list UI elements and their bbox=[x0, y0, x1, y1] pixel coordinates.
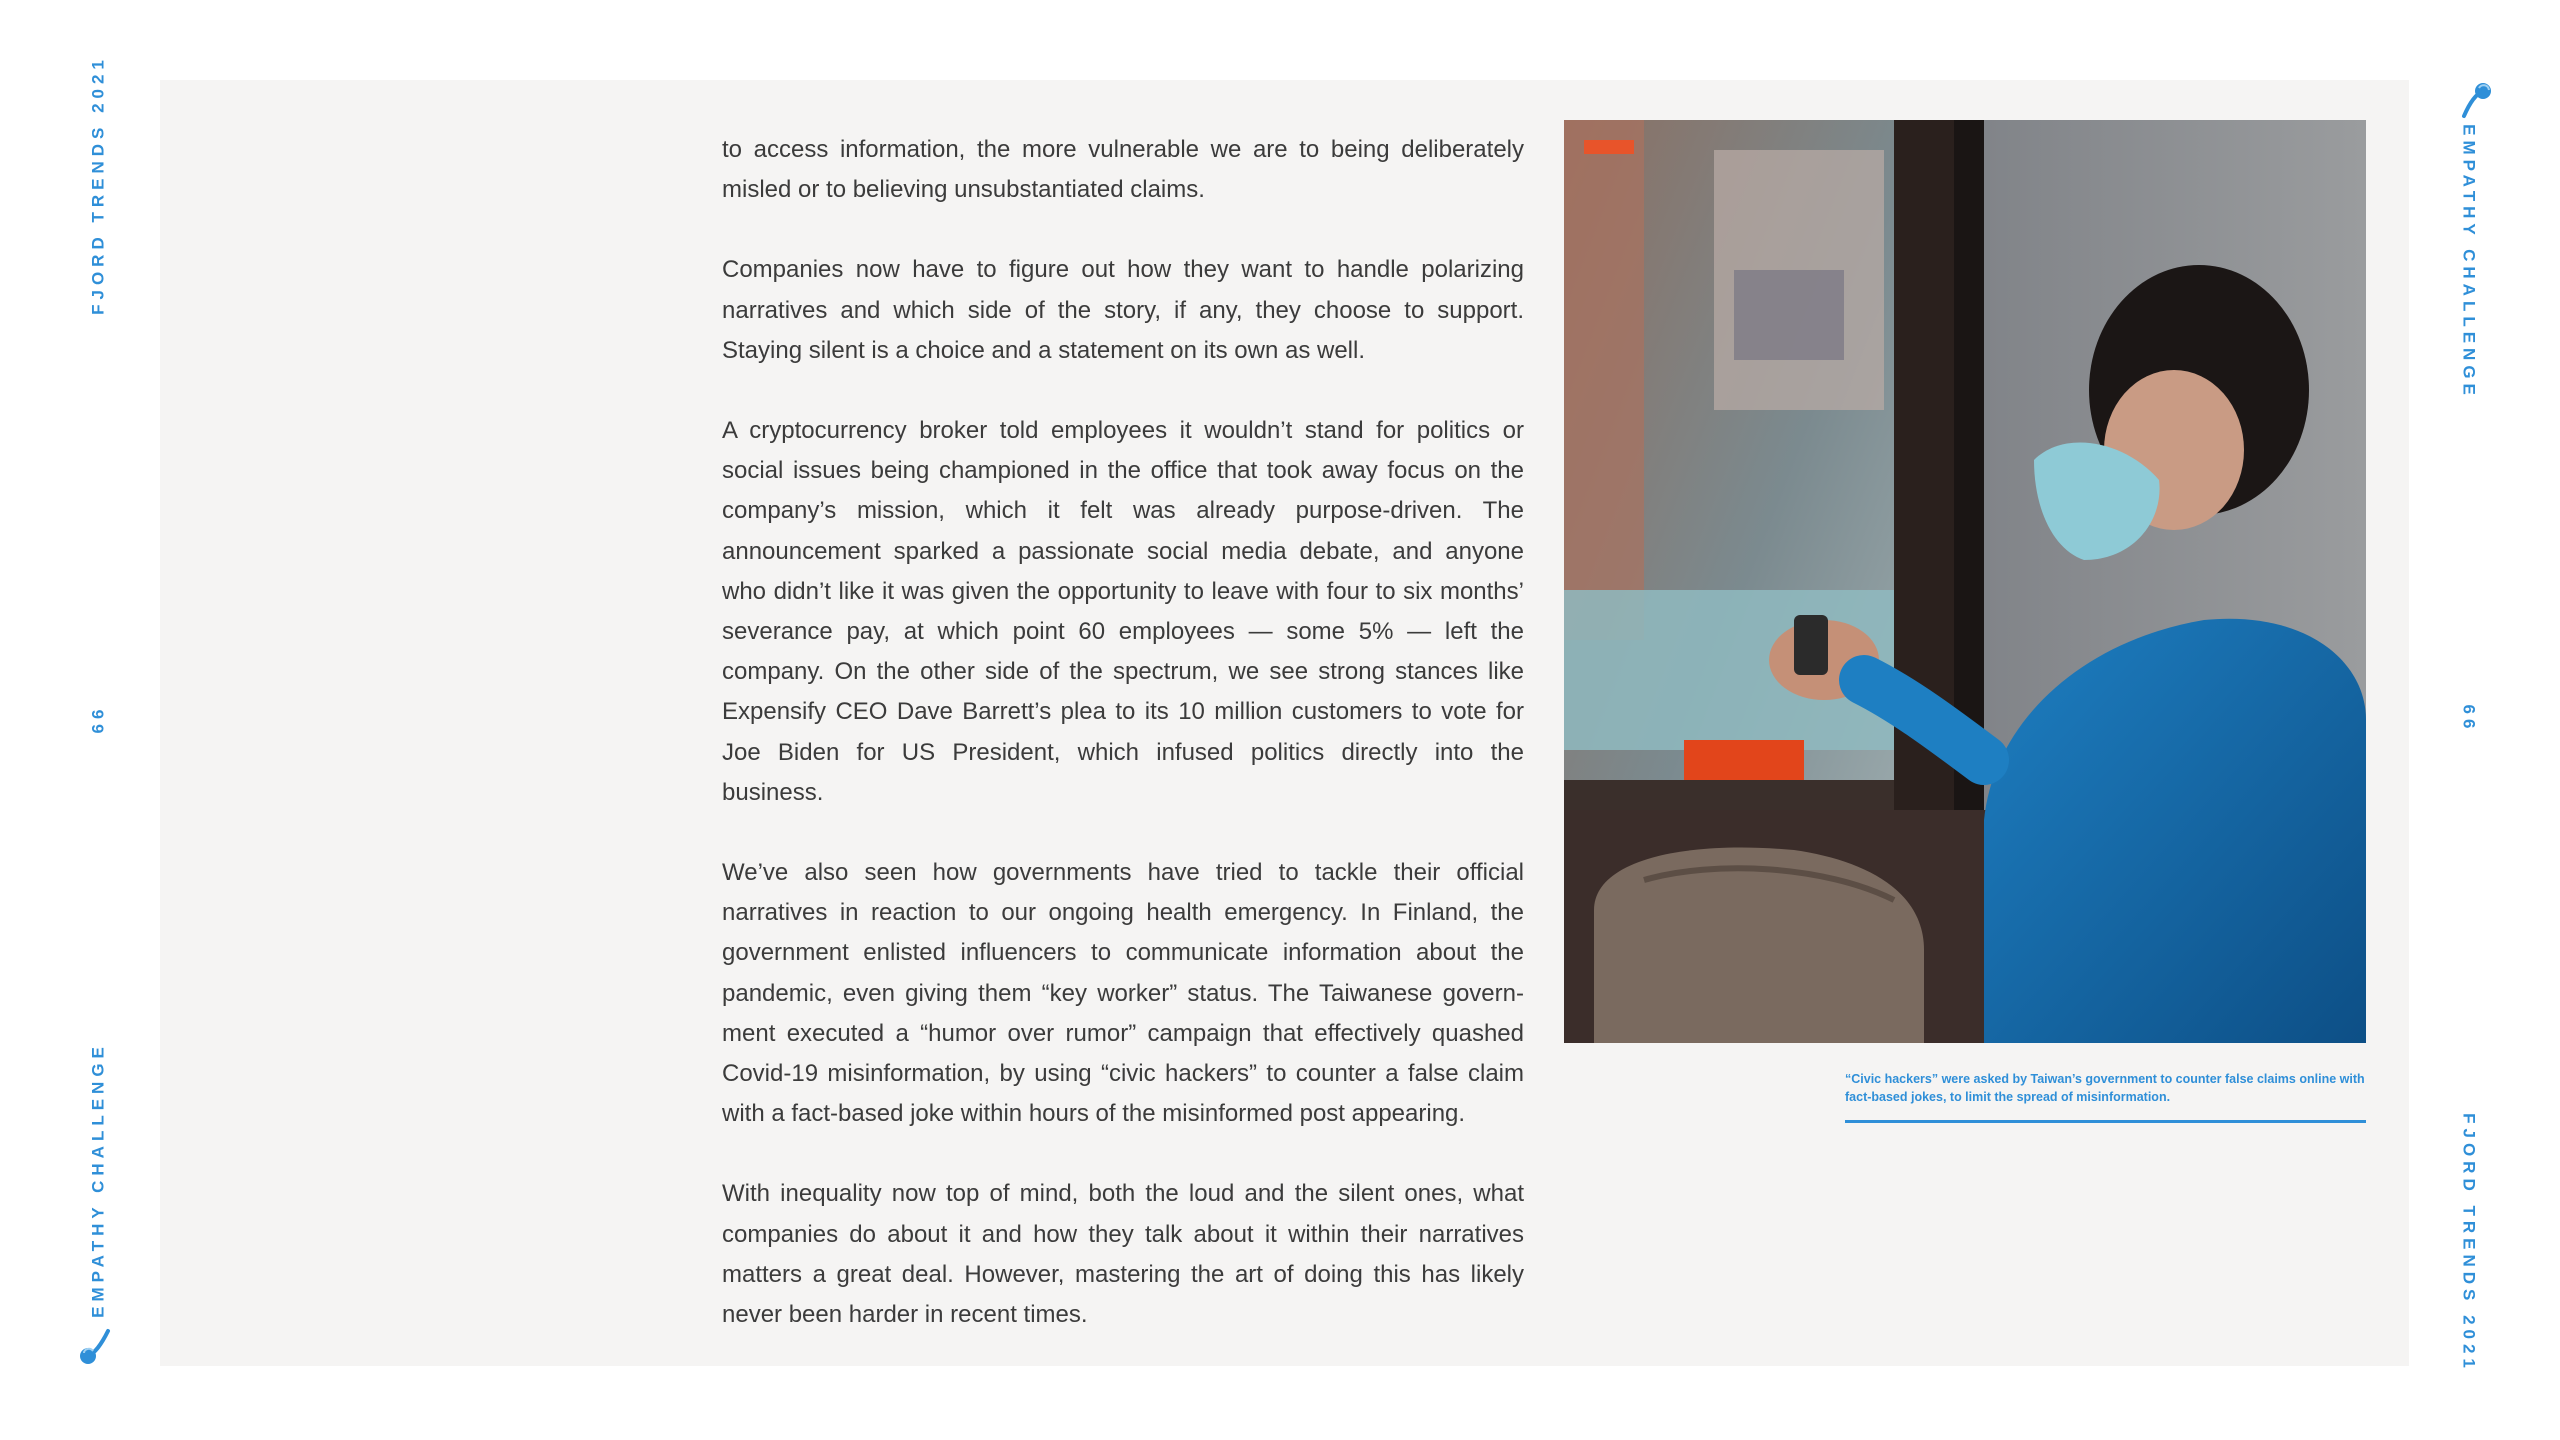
logo-swirl-icon bbox=[76, 1325, 120, 1369]
right-running-header: FJORD TRENDS 2021 bbox=[2459, 1113, 2479, 1373]
paragraph: With inequality now top of mind, both the loud and the silent ones, what companies do about it and how they talk about it within their narratives matters a great deal. However, mastering the art of doing this has likely never been harder in recent times. bbox=[722, 1180, 1524, 1329]
left-section-label: EMPATHY CHALLENGE bbox=[88, 1042, 108, 1318]
paragraph: to access information, the more vulnerable we are to being deliberately misled or to believing unsubstantiated claims. bbox=[722, 136, 1524, 204]
left-page-number: 66 bbox=[88, 704, 108, 734]
paragraph: Companies now have to figure out how they want to handle polarizing narratives and which side of the story, if any, they choose to support. Staying silent is a choice and a statement on its own as well. bbox=[722, 256, 1524, 364]
paragraph: A cryptocurrency broker told employees it wouldn’t stand for politics or social issues being championed in the office that took away focus on the company’s mission, which it felt was already purpose-driven. The announcement sparked a passionate social media debate, and anyone who didn’t like it was given the opportunity to leave with four to six months’ severance pay, at which point 60 employees — some 5% — left the company. On the other side of the spectrum, we see strong stances like Expensify CEO Dave Barrett’s plea to its 10 million customers to vote for Joe Biden for US President, which infused politics directly into the business. bbox=[722, 417, 1524, 806]
logo-swirl-icon bbox=[2452, 78, 2496, 122]
photo-caption: “Civic hackers” were asked by Taiwan’s government to counter false claims online with fact-based jokes, to limit the spread of misinformation. bbox=[1845, 1072, 2365, 1104]
article-body bbox=[722, 130, 1524, 1375]
caption-rule bbox=[1845, 1120, 2366, 1123]
paragraph: We’ve also seen how governments have tried to tackle their official narratives in reaction to our ongoing health emergency. In Finland, the government enlisted influencers to communicate information about the pandemic, even giving them “key worker” status. The Taiwanese government executed a “humor over rumor” campaign that effectively quashed Covid-19 misinformation, by using “civic hackers” to counter a false claim with a fact-based joke within hours of the misinformed post appearing. bbox=[722, 859, 1524, 1128]
article-photo bbox=[1564, 120, 2366, 1043]
right-section-label: EMPATHY CHALLENGE bbox=[2459, 124, 2479, 400]
right-page-number: 66 bbox=[2459, 704, 2479, 734]
left-running-header: FJORD TRENDS 2021 bbox=[88, 55, 108, 315]
